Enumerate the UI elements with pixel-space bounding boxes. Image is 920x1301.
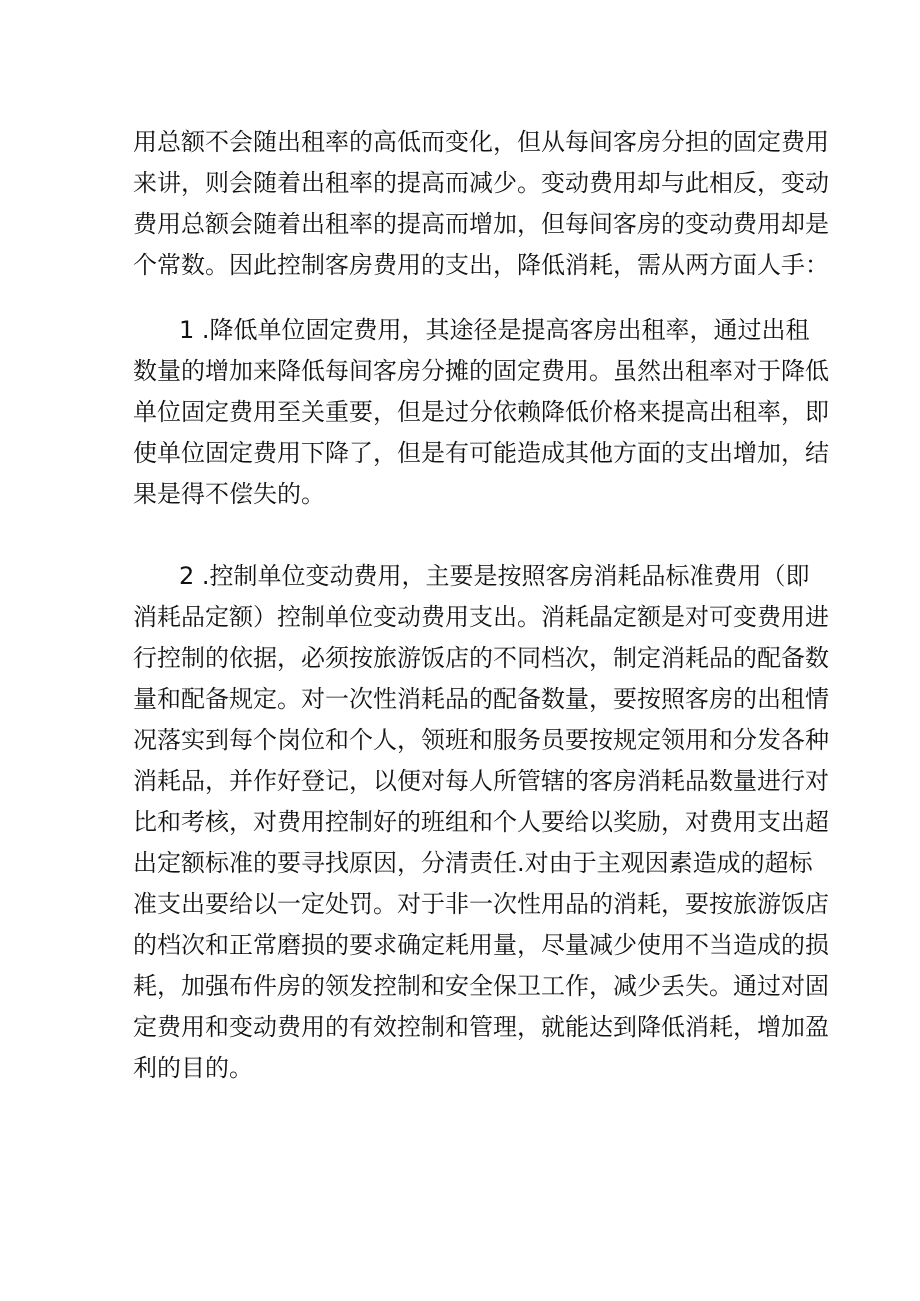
paragraph-cost-intro [133,122,829,286]
text-line: 数量的增加来降低每间客房分摊的固定费用。虽然出租率对于降低 [133,357,829,385]
text-line: 耗，加强布件房的领发控制和安全保卫工作，减少丢失。通过对固 [133,972,829,1000]
text-line: 量和配备规定。对一次性消耗品的配备数量，要按照客房的出租情 [133,685,829,713]
text-line: 2 .控制单位变动费用，主要是按照客房消耗品标准费用（即 [179,562,810,590]
text-line: 费用总额会随着出租率的提高而增加，但每间客房的变动费用却是 [133,210,829,238]
text-line: 行控制的依据，必须按旅游饭店的不同档次，制定消耗品的配备数 [133,644,829,672]
paragraph-fixed-cost [133,310,829,515]
paragraph-variable-cost [133,556,829,1089]
text-line: 1 .降低单位固定费用，其途径是提高客房出租率，通过出租 [179,316,810,344]
text-line: 准支出要给以一定处罚。对于非一次性用品的消耗，要按旅游饭店 [133,890,829,918]
text-line: 使单位固定费用下降了，但是有可能造成其他方面的支出增加，结 [133,439,829,467]
text-line: 消耗品定额）控制单位变动费用支出。消耗晶定额是对可变费用进 [133,603,829,631]
text-line: 比和考核，对费用控制好的班组和个人要给以奖励，对费用支出超 [133,808,829,836]
text-line: 利的目的。 [133,1054,253,1082]
text-line: 用总额不会随出租率的高低而变化，但从每间客房分担的固定费用 [133,128,829,156]
text-line: 的档次和正常磨损的要求确定耗用量，尽量减少使用不当造成的损 [133,931,829,959]
text-line: 出定额标准的要寻找原因，分清责任.对由于主观因素造成的超标 [133,849,813,877]
text-line: 况落实到每个岗位和个人，领班和服务员要按规定领用和分发各种 [133,726,829,754]
text-line: 果是得不偿失的。 [133,480,325,508]
text-line: 来讲，则会随着出租率的提高而减少。变动费用却与此相反，变动 [133,169,829,197]
text-line: 定费用和变动费用的有效控制和管理，就能达到降低消耗，增加盈 [133,1013,829,1041]
text-line: 消耗品，并作好登记，以便对每人所管辖的客房消耗品数量进行对 [133,767,829,795]
text-line: 个常数。因此控制客房费用的支出，降低消耗，需从两方面人手： [133,251,829,279]
text-line: 单位固定费用至关重要，但是过分依赖降低价格来提高出租率，即 [133,398,829,426]
